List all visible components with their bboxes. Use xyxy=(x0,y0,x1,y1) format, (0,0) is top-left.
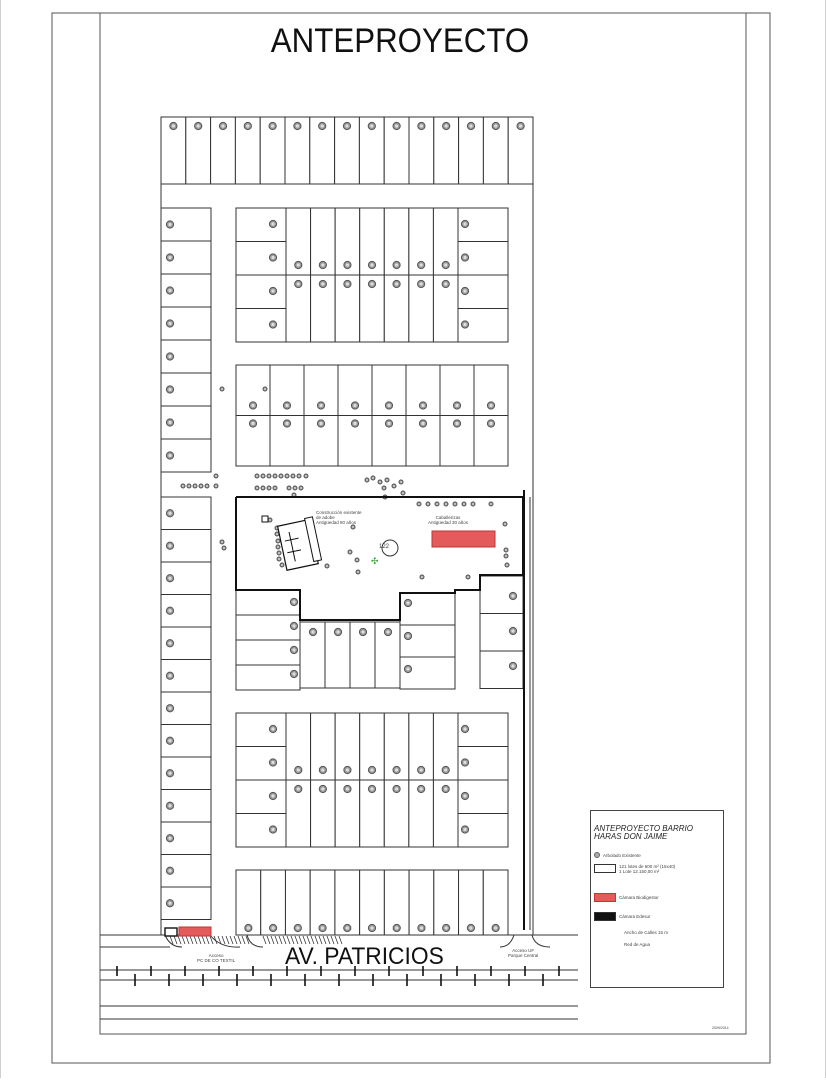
biodigester-swatch-icon xyxy=(594,893,616,902)
legend-item-biodigester: Cámara Biodigestor xyxy=(594,893,659,902)
survey-marker-icon: ✣ xyxy=(371,556,379,566)
lot xyxy=(400,593,455,625)
lot xyxy=(236,780,286,814)
stables-building xyxy=(432,531,495,547)
lot xyxy=(480,651,523,689)
street-label-av-patricios: AV. PATRICIOS xyxy=(285,943,444,970)
legend-item-edesur: Cámara Edesur xyxy=(594,912,651,921)
legend-item-street-width: Ancho de Calles 15 m xyxy=(624,930,669,935)
edesur-chamber xyxy=(165,928,177,936)
lot xyxy=(400,625,455,657)
footer-code: 2009/2014 xyxy=(712,1026,729,1030)
biodigester-chamber xyxy=(179,927,211,936)
lot xyxy=(236,713,286,747)
lot xyxy=(236,640,300,665)
lot xyxy=(236,242,286,276)
lot xyxy=(236,309,286,343)
tree-icon xyxy=(594,852,600,858)
lot xyxy=(236,747,286,781)
legend-item-lots: 121 lotes de 600 m² (15x40) 1 Lote 12.150,00 m² xyxy=(594,864,675,874)
lot xyxy=(236,814,286,848)
lot xyxy=(236,665,300,690)
edesur-swatch-icon xyxy=(594,912,616,921)
access-left-label: Acceso PC DE CO TEXTIL xyxy=(197,953,236,963)
lot-swatch-icon xyxy=(594,864,616,873)
stables-label: Caballerizas Antigüedad 30 años xyxy=(428,515,469,525)
access-right-label: Acceso UF Parque Central xyxy=(508,948,539,958)
central-lot-number: 122 xyxy=(379,544,390,550)
legend-item-water-network: Red de Agua xyxy=(624,942,651,947)
legend-item-trees: Arbolado Existente xyxy=(594,852,641,858)
existing-construction-label: Construcción existente de adobe Antigüedad 80 años xyxy=(316,510,362,525)
legend-box xyxy=(590,810,724,988)
lot xyxy=(236,275,286,309)
lot xyxy=(236,208,286,242)
legend-title: ANTEPROYECTO BARRIO HARAS DON JAIME xyxy=(594,824,693,841)
page-title: ANTEPROYECTO xyxy=(270,22,530,60)
